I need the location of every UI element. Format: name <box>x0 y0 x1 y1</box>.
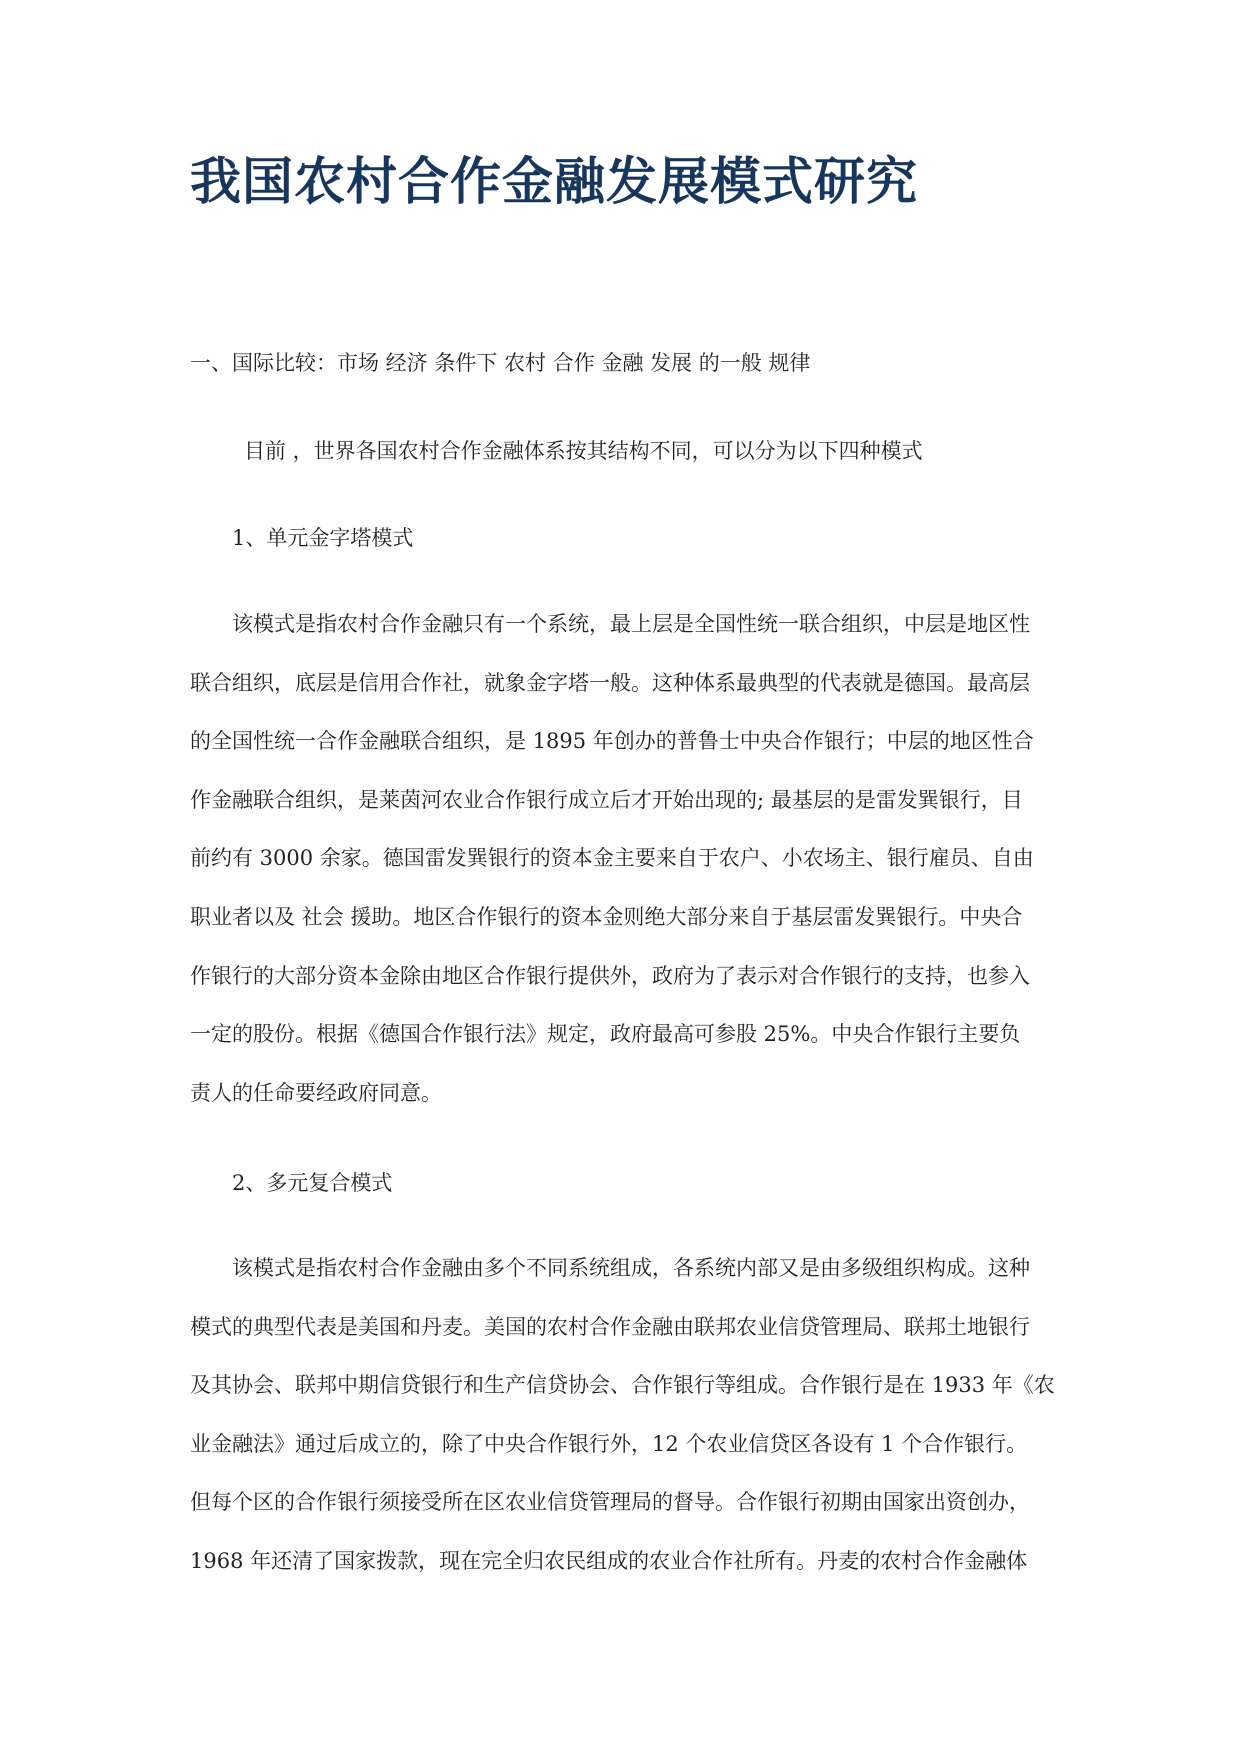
section-heading: 一、国际比较：市场 经济 条件下 农村 合作 金融 发展 的一般 规律 <box>190 351 811 375</box>
paragraph-line: 模式的典型代表是美国和丹麦。美国的农村合作金融由联邦农业信贷管理局、联邦土地银行 <box>190 1314 1030 1339</box>
paragraph-line: 责人的任命要经政府同意。 <box>190 1080 442 1105</box>
paragraph-line: 作金融联合组织，是莱茵河农业合作银行成立后才开始出现的; 最基层的是雷发巽银行，目 <box>190 787 1023 812</box>
paragraph-line: 联合组织，底层是信用合作社，就象金字塔一般。这种体系最典型的代表就是德国。最高层 <box>190 670 1030 695</box>
paragraph-line: 业金融法》通过后成立的，除了中央合作银行外，12 个农业信贷区各设有 1 个合作银行。 <box>190 1431 1028 1456</box>
paragraph-line: 一定的股份。根据《德国合作银行法》规定，政府最高可参股 25%。中央合作银行主要负 <box>190 1022 1021 1047</box>
mode2-heading: 2、多元复合模式 <box>232 1171 393 1195</box>
mode1-heading: 1、单元金字塔模式 <box>232 526 414 550</box>
paragraph-line: 前约有 3000 余家。德国雷发巽银行的资本金主要来自于农户、小农场主、银行雇员、自由 <box>190 846 1034 871</box>
mode1-paragraph <box>190 609 1060 1136</box>
paragraph-line: 1968 年还清了国家拨款，现在完全归农民组成的农业合作社所有。丹麦的农村合作金融体 <box>190 1548 1028 1573</box>
paragraph-line: 的全国性统一合作金融联合组织，是 1895 年创办的普鲁士中央合作银行；中层的地区性合 <box>190 729 1034 754</box>
paragraph-line: 作银行的大部分资本金除由地区合作银行提供外，政府为了表示对合作银行的支持，也参入 <box>190 963 1030 988</box>
paragraph-line: 职业者以及 社会 援助。地区合作银行的资本金则绝大部分来自于基层雷发巽银行。中央合 <box>190 904 1023 929</box>
intro-paragraph: 目前 ，世界各国农村合作金融体系按其结构不同，可以分为以下四种模式 <box>244 439 923 463</box>
paragraph-line: 但每个区的合作银行须接受所在区农业信贷管理局的督导。合作银行初期由国家出资创办， <box>190 1490 1030 1515</box>
paragraph-line: 该模式是指农村合作金融只有一个系统，最上层是全国性统一联合组织，中层是地区性 <box>232 612 1030 636</box>
mode2-paragraph <box>190 1253 1060 1605</box>
document-title: 我国农村合作金融发展模式研究 <box>190 152 919 212</box>
paragraph-line: 及其协会、联邦中期信贷银行和生产信贷协会、合作银行等组成。合作银行是在 1933 年《农 <box>190 1373 1055 1398</box>
paragraph-line: 该模式是指农村合作金融由多个不同系统组成，各系统内部又是由多级组织构成。这种 <box>232 1256 1030 1280</box>
